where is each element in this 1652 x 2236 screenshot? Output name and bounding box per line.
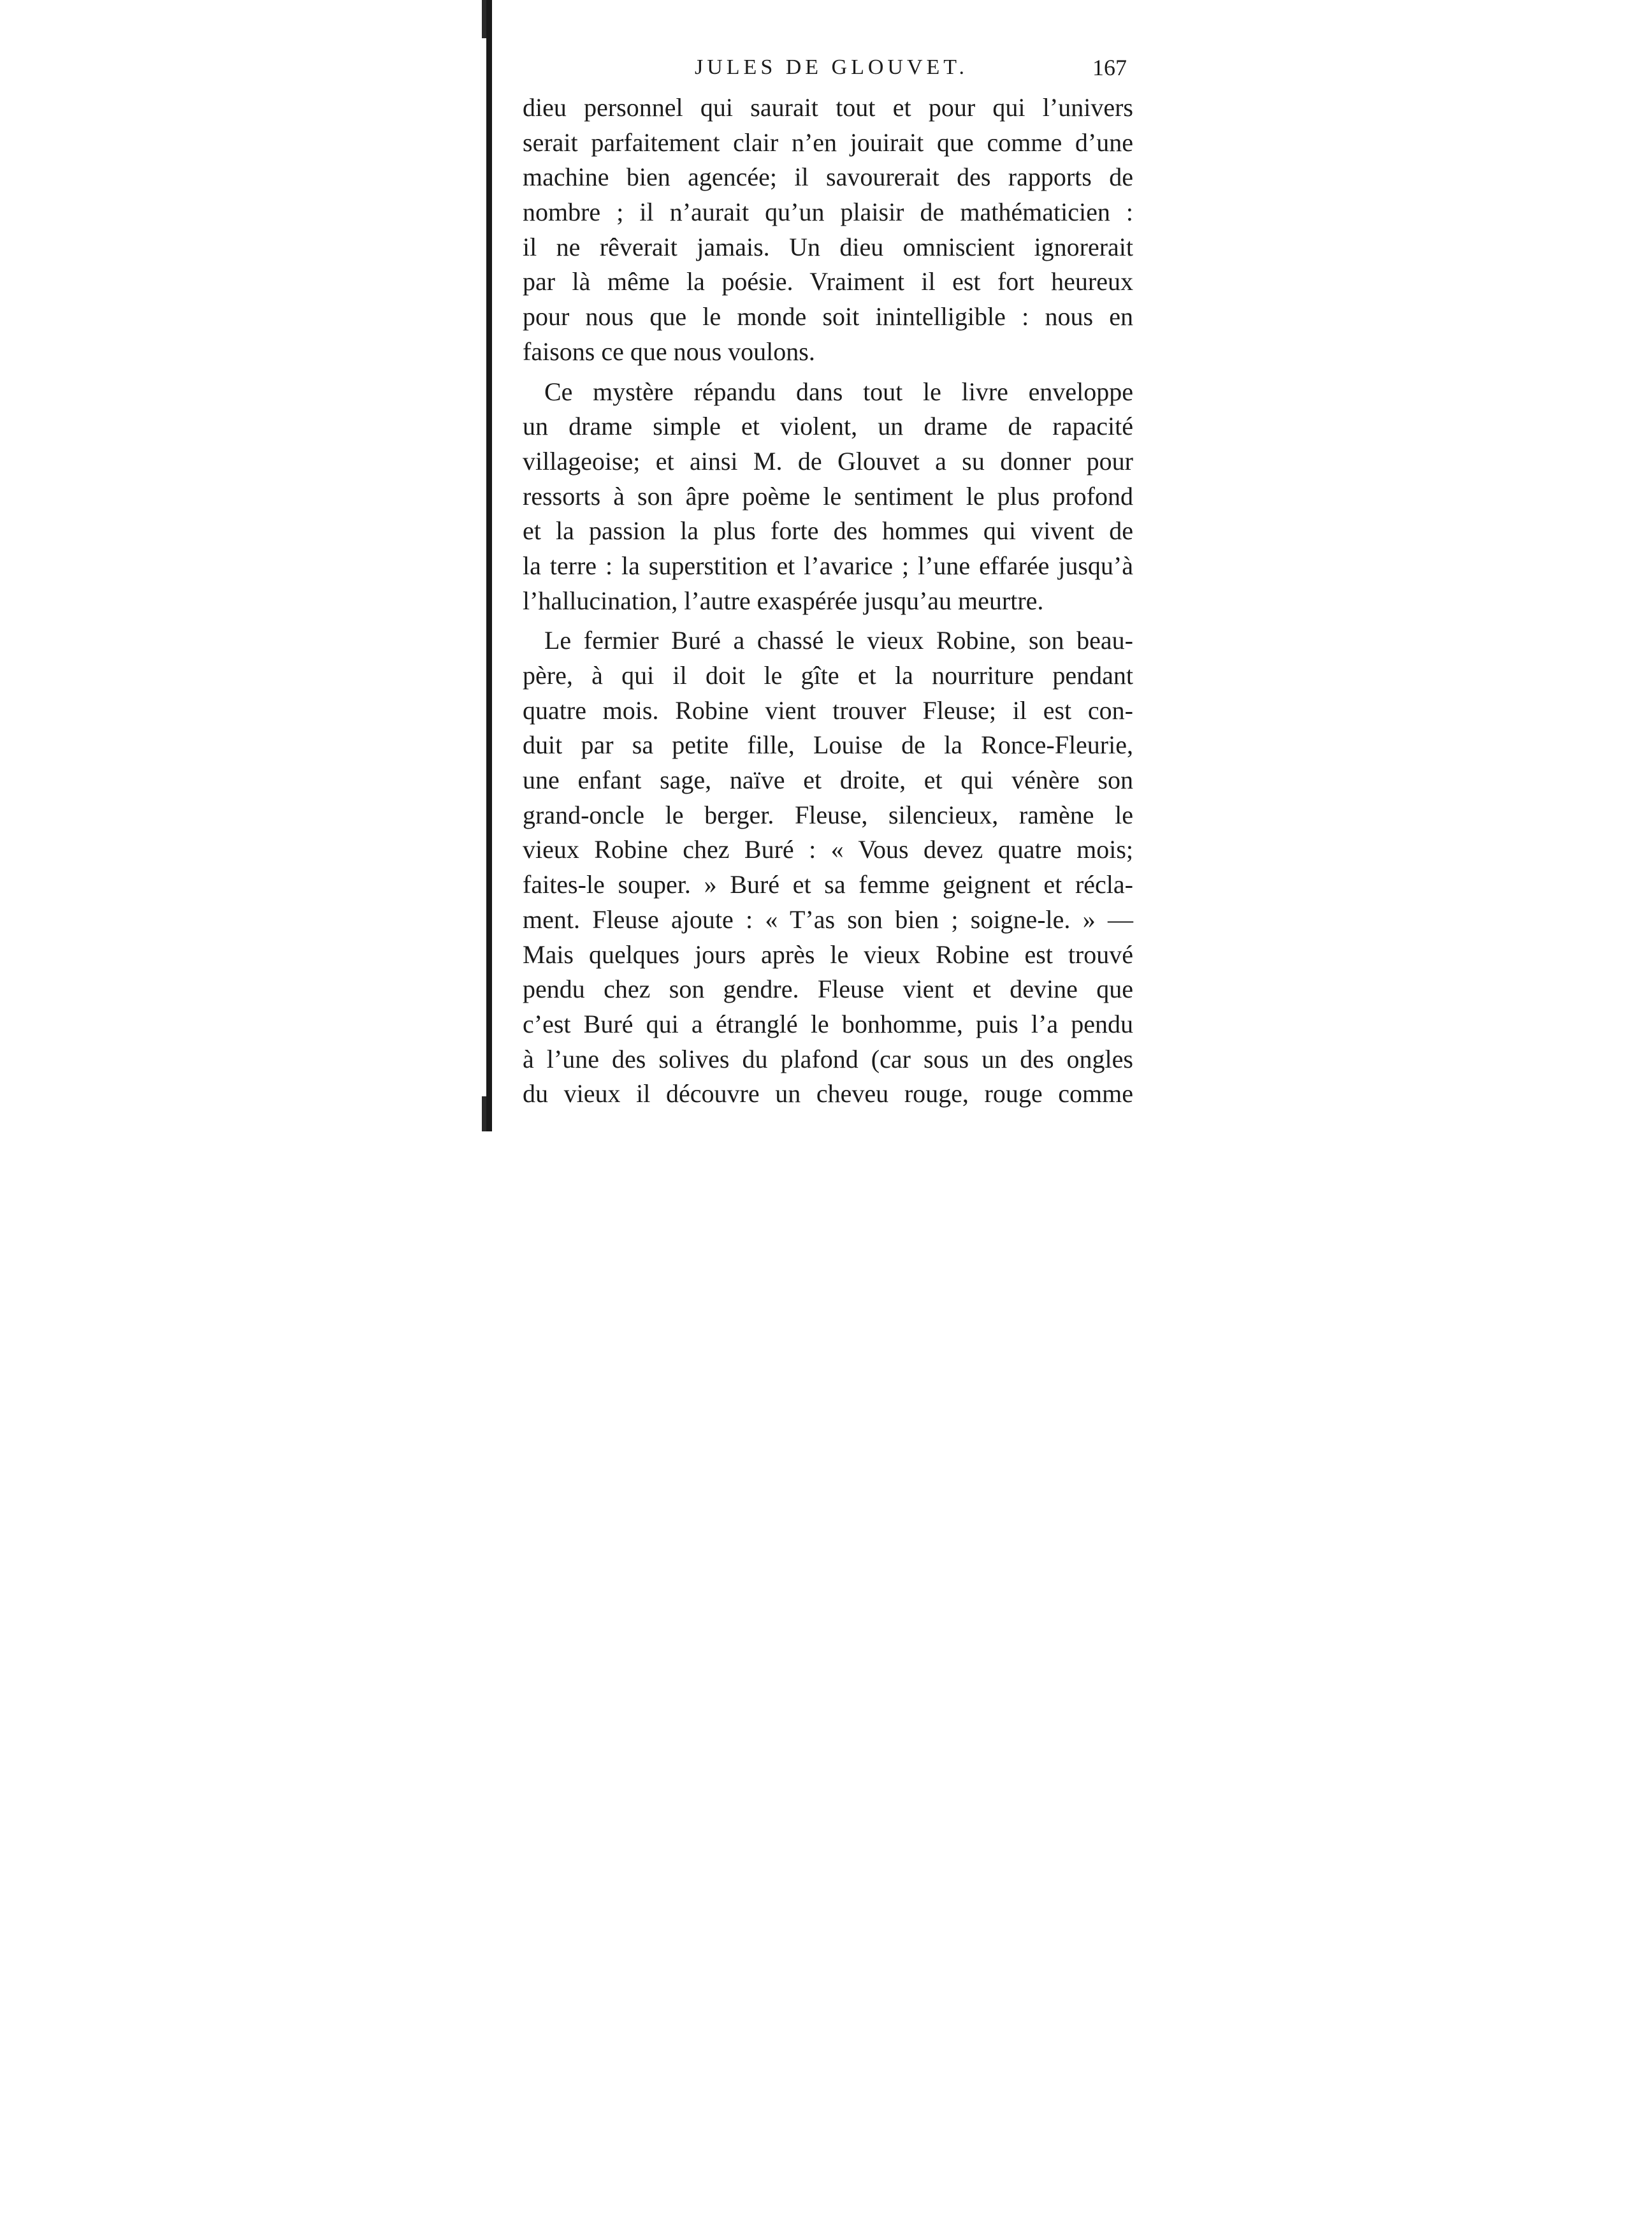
body-text xyxy=(523,91,1133,1117)
scan-edge-notch xyxy=(482,0,486,38)
running-title: JULES DE GLOUVET. xyxy=(695,55,969,79)
paragraph xyxy=(523,375,1133,619)
text-line: villageoise; et ainsi M. de Glouvet a su donner pour xyxy=(523,446,1133,476)
text-line: pendu chez son gendre. Fleuse vient et devine que xyxy=(523,975,1133,1004)
text-line: la terre : la superstition et l’avarice ; l’une effarée jusqu’à xyxy=(523,551,1133,580)
text-line: faites-le souper. » Buré et sa femme geignent et récla- xyxy=(523,870,1133,899)
text-line: par là même la poésie. Vraiment il est fort heureux xyxy=(523,267,1133,296)
text-line: pour nous que le monde soit inintelligible : nous en xyxy=(523,302,1133,331)
text-line: machine bien agencée; il savourerait des rapports de xyxy=(523,163,1133,192)
paragraph xyxy=(523,623,1133,1112)
text-line: dieu personnel qui saurait tout et pour qui l’univers xyxy=(523,93,1133,122)
scan-edge xyxy=(486,0,492,1131)
scan-edge-notch xyxy=(482,1096,486,1131)
page-header xyxy=(523,48,1133,87)
text-line: Ce mystère répandu dans tout le livre enveloppe xyxy=(544,377,1133,406)
text-line: duit par sa petite fille, Louise de la Ronce-Fleurie, xyxy=(523,730,1133,760)
text-line: serait parfaitement clair n’en jouirait que comme d’une xyxy=(523,127,1133,157)
text-line: faisons ce que nous voulons. xyxy=(523,337,815,366)
paragraph xyxy=(523,91,1133,370)
text-line: ressorts à son âpre poème le sentiment le plus profond xyxy=(523,481,1133,511)
text-line: une enfant sage, naïve et droite, et qui vénère son xyxy=(523,766,1133,795)
text-line: Mais quelques jours après le vieux Robine est trouvé xyxy=(523,940,1133,969)
text-line: l’hallucination, l’autre exaspérée jusqu’au meurtre. xyxy=(523,586,1044,615)
text-line: un drame simple et violent, un drame de rapacité xyxy=(523,412,1133,441)
text-line: grand-oncle le berger. Fleuse, silencieux, ramène le xyxy=(523,800,1133,829)
text-line: ment. Fleuse ajoute : « T’as son bien ; soigne-le. » — xyxy=(523,904,1133,934)
text-line: il ne rêverait jamais. Un dieu omniscient ignorerait xyxy=(523,232,1133,261)
text-line: quatre mois. Robine vient trouver Fleuse; il est con- xyxy=(523,695,1133,725)
text-line: c’est Buré qui a étranglé le bonhomme, puis l’a pendu xyxy=(523,1009,1133,1038)
text-line: père, à qui il doit le gîte et la nourriture pendant xyxy=(523,661,1133,690)
text-line: vieux Robine chez Buré : « Vous devez quatre mois; xyxy=(523,835,1133,864)
text-line: à l’une des solives du plafond (car sous un des ongles xyxy=(523,1044,1133,1073)
text-line: Le fermier Buré a chassé le vieux Robine, son beau- xyxy=(544,626,1133,655)
page-number: 167 xyxy=(1092,55,1127,80)
text-line: nombre ; il n’aurait qu’un plaisir de mathématicien : xyxy=(523,198,1133,227)
text-line: et la passion la plus forte des hommes qui vivent de xyxy=(523,516,1133,546)
text-line: du vieux il découvre un cheveu rouge, rouge comme xyxy=(523,1079,1133,1108)
